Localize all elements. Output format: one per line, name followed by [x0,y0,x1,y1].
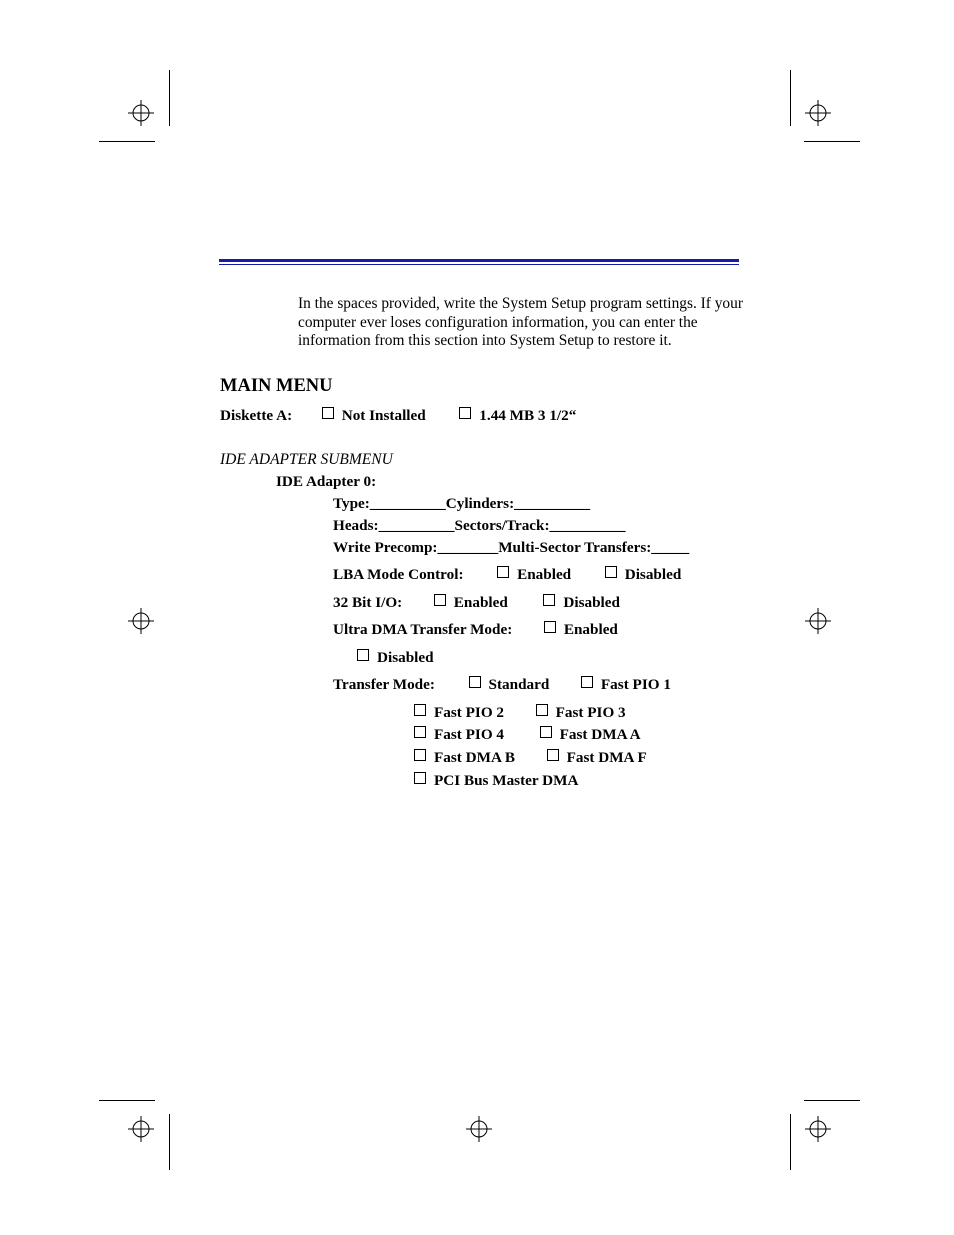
option-standard[interactable]: Standard [469,676,550,694]
crop-mark-top-right-h [804,141,860,142]
bit32-io-row [333,594,620,612]
transfer-mode-row [333,676,671,694]
transfer-row-2 [414,704,626,722]
transfer-row-3 [414,726,641,744]
transfer-row-4 [414,749,647,767]
registration-crosshair-icon [805,100,831,126]
option-fast-pio-3[interactable]: Fast PIO 3 [536,704,626,722]
crop-mark-bottom-left-h [99,1100,155,1101]
checkbox-icon[interactable] [547,749,559,761]
option-fast-pio-2[interactable]: Fast PIO 2 [414,704,504,722]
option-fast-dma-b[interactable]: Fast DMA B [414,749,515,767]
option-fast-pio-1[interactable]: Fast PIO 1 [581,676,671,694]
registration-crosshair-icon [466,1116,492,1142]
checkbox-icon[interactable] [357,649,369,661]
diskette-row [220,407,576,425]
udma-label: Ultra DMA Transfer Mode: [333,621,513,638]
diskette-label: Diskette A: [220,407,293,424]
checkbox-icon[interactable] [497,566,509,578]
registration-crosshair-icon [805,1116,831,1142]
lba-mode-label: LBA Mode Control: [333,566,464,583]
header-rule-thick [219,259,739,262]
checkbox-icon[interactable] [434,594,446,606]
option-fast-pio-4[interactable]: Fast PIO 4 [414,726,504,744]
udma-disabled-row [357,649,434,667]
checkbox-icon[interactable] [543,594,555,606]
registration-crosshair-icon [128,608,154,634]
option-bit32-disabled[interactable]: Disabled [543,594,620,612]
ide-adapter-label: IDE Adapter 0: [276,473,377,490]
option-bit32-enabled[interactable]: Enabled [434,594,508,612]
option-lba-disabled[interactable]: Disabled [605,566,682,584]
checkbox-icon[interactable] [469,676,481,688]
udma-row [333,621,618,639]
registration-crosshair-icon [805,608,831,634]
option-fast-dma-a[interactable]: Fast DMA A [540,726,641,744]
bit32-io-label: 32 Bit I/O: [333,594,403,611]
ide-submenu-heading: IDE ADAPTER SUBMENU [220,451,393,468]
option-not-installed[interactable]: Not Installed [322,407,426,425]
crop-mark-bottom-right-v [790,1114,791,1170]
crop-mark-bottom-left-v [169,1114,170,1170]
crop-mark-top-left-h [99,141,155,142]
option-pci-bus-master-dma[interactable]: PCI Bus Master DMA [414,772,578,790]
option-lba-enabled[interactable]: Enabled [497,566,571,584]
option-udma-disabled[interactable]: Disabled [357,649,434,667]
option-udma-enabled[interactable]: Enabled [544,621,618,639]
intro-text: In the spaces provided, write the System Setup program settings. If your computer ever loses configuration information, you can enter the information from this section into System Setup to restore it. [298,295,743,350]
lba-mode-row [333,566,681,584]
checkbox-icon[interactable] [536,704,548,716]
checkbox-icon[interactable] [581,676,593,688]
checkbox-icon[interactable] [414,772,426,784]
intro-paragraph [298,295,748,351]
transfer-row-5 [414,772,578,790]
heads-sectors-line: Heads:__________Sectors/Track:__________ [333,517,626,534]
type-cylinders-line: Type:__________Cylinders:__________ [333,495,591,512]
transfer-mode-label: Transfer Mode: [333,676,435,693]
option-fast-dma-f[interactable]: Fast DMA F [547,749,647,767]
checkbox-icon[interactable] [322,407,334,419]
header-rule-thin [219,264,739,265]
crop-mark-top-right-v [790,70,791,126]
checkbox-icon[interactable] [605,566,617,578]
checkbox-icon[interactable] [544,621,556,633]
registration-crosshair-icon [128,1116,154,1142]
registration-crosshair-icon [128,100,154,126]
checkbox-icon[interactable] [414,704,426,716]
crop-mark-bottom-right-h [804,1100,860,1101]
precomp-multisector-line: Write Precomp:________Multi-Sector Transfers:_____ [333,539,690,556]
checkbox-icon[interactable] [414,726,426,738]
checkbox-icon[interactable] [459,407,471,419]
checkbox-icon[interactable] [540,726,552,738]
crop-mark-top-left-v [169,70,170,126]
checkbox-icon[interactable] [414,749,426,761]
main-menu-heading: MAIN MENU [220,376,333,396]
option-144mb[interactable]: 1.44 MB 3 1/2“ [459,407,576,425]
